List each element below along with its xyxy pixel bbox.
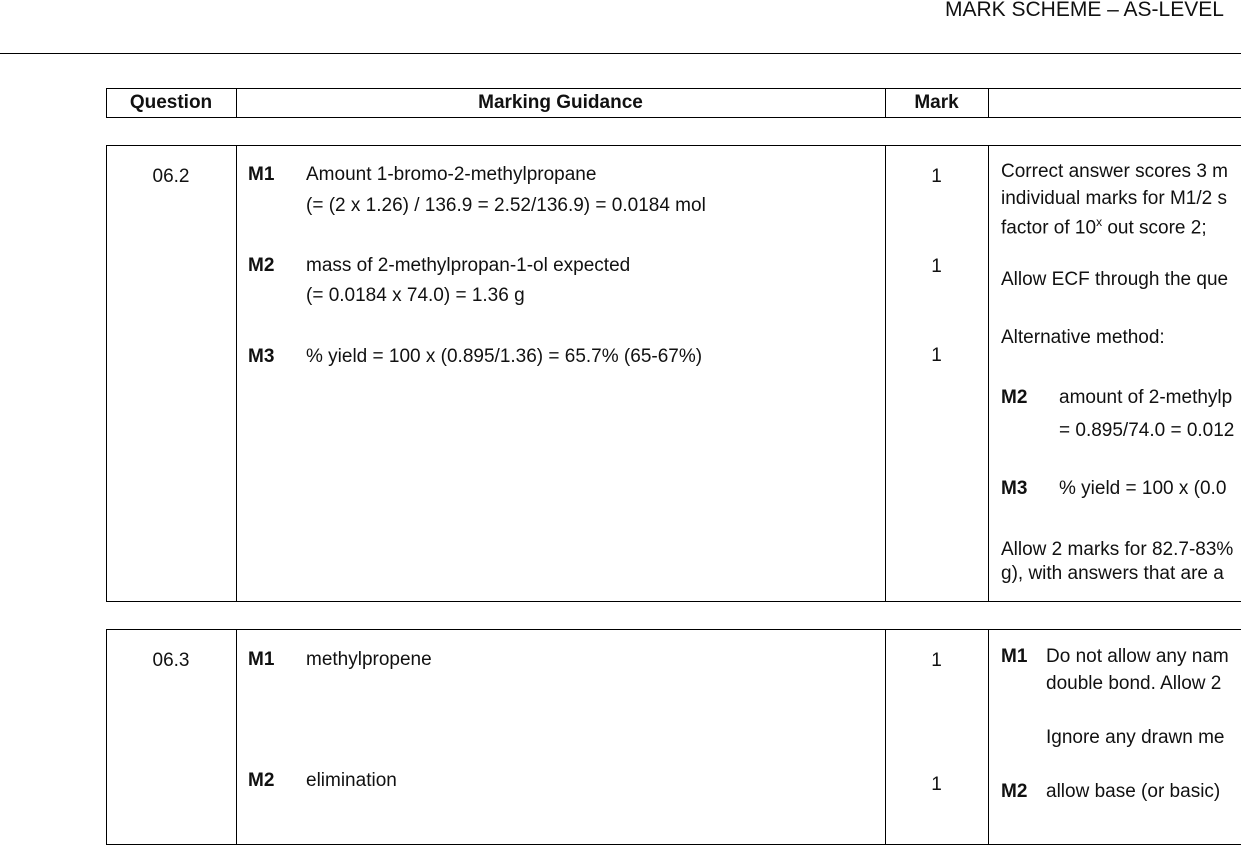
header-divider [988, 88, 989, 118]
page-header-title: MARK SCHEME – AS-LEVEL [945, 0, 1224, 21]
mark-value: 1 [931, 345, 942, 366]
row-divider [236, 145, 237, 602]
col-guidance-header: Marking Guidance [478, 92, 643, 113]
comment-text: factor of 10$^x$ out score 2; [1001, 215, 1207, 239]
col-mark-header: Mark [914, 92, 959, 113]
comment-text: double bond. Allow 2 [1046, 673, 1222, 694]
comment-text: Allow 2 marks for 82.7-83% [1001, 539, 1234, 560]
row-divider [236, 629, 237, 845]
guidance-text: (= (2 x 1.26) / 136.9 = 2.52/136.9) = 0.0184 mol [306, 195, 706, 216]
comment-text: amount of 2-methylp [1059, 387, 1233, 408]
guidance-text: Amount 1-bromo-2-methylpropane [306, 164, 597, 185]
row-divider [885, 145, 886, 602]
mark-point-tag: M1 [1001, 646, 1028, 667]
mark-point-tag: M2 [1001, 781, 1028, 802]
guidance-text: (= 0.0184 x 74.0) = 1.36 g [306, 285, 525, 306]
comment-text: = 0.895/74.0 = 0.012 [1059, 420, 1235, 441]
mark-value: 1 [931, 774, 942, 795]
mark-point-tag: M3 [1001, 478, 1028, 499]
comment-text: Allow ECF through the que [1001, 269, 1229, 290]
mark-value: 1 [931, 166, 942, 187]
row-divider [988, 145, 989, 602]
comment-text: Correct answer scores 3 m [1001, 161, 1229, 182]
mark-value: 1 [931, 256, 942, 277]
comment-text: allow base (or basic) [1046, 781, 1221, 802]
guidance-text: % yield = 100 x (0.895/1.36) = 65.7% (65-67%) [306, 346, 703, 367]
header-rule [0, 53, 1241, 54]
mark-point-tag: M2 [248, 770, 275, 791]
comment-text: g), with answers that are a [1001, 563, 1224, 584]
col-question-header: Question [129, 92, 213, 113]
mark-point-tag: M1 [248, 164, 275, 185]
mark-point-tag: M3 [248, 346, 275, 367]
comment-text: Alternative method: [1001, 327, 1165, 348]
comment-text: individual marks for M1/2 s [1001, 188, 1227, 209]
guidance-text: mass of 2-methylpropan-1-ol expected [306, 255, 631, 276]
comment-text: Do not allow any nam [1046, 646, 1229, 667]
mark-point-tag: M1 [248, 649, 275, 670]
row-divider [988, 629, 989, 845]
comment-text: Ignore any drawn me [1046, 727, 1225, 748]
guidance-text: elimination [306, 770, 397, 791]
question-number: 06.3 [152, 650, 190, 671]
mark-point-tag: M2 [1001, 387, 1028, 408]
question-number: 06.2 [152, 166, 190, 187]
mark-value: 1 [931, 650, 942, 671]
mark-point-tag: M2 [248, 255, 275, 276]
comment-text: % yield = 100 x (0.0 [1059, 478, 1227, 499]
guidance-text: methylpropene [306, 649, 432, 670]
